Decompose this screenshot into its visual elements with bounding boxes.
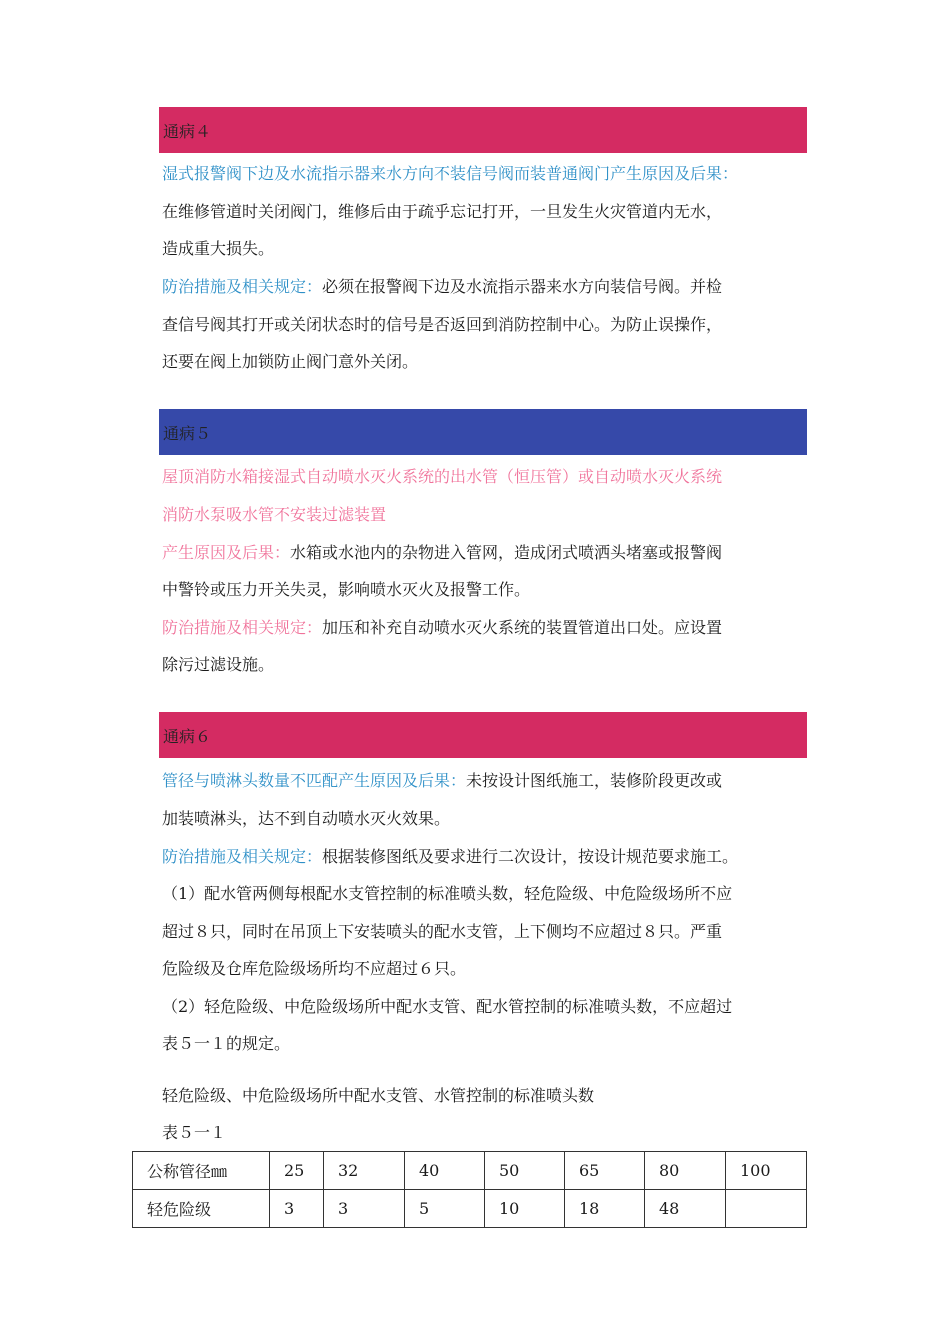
section-header-6 xyxy=(159,712,807,758)
measure-label: 防治措施及相关规定： xyxy=(162,618,323,637)
table-caption: 轻危险级、中危险级场所中配水支管、水管控制的标准喷头数 xyxy=(162,1086,595,1105)
table-cell: 5 xyxy=(405,1190,485,1228)
section-header-5 xyxy=(159,409,807,455)
section-header-label: 通病４ xyxy=(163,121,212,141)
measure-text: 除污过滤设施。 xyxy=(162,655,275,674)
table-row xyxy=(133,1190,807,1228)
measure-paragraph xyxy=(162,847,738,867)
table-number: 表５一１ xyxy=(162,1123,227,1142)
section-title: 湿式报警阀下边及水流指示器来水方向不装信号阀而装普通阀门产生原因及后果： xyxy=(162,164,739,183)
table-cell: 48 xyxy=(645,1190,726,1228)
measure-text: 危险级及仓库危险级场所均不应超过６只。 xyxy=(162,959,467,978)
measure-text: 查信号阀其打开或关闭状态时的信号是否返回到消防控制中心。为防止误操作， xyxy=(162,315,723,334)
table-cell: 100 xyxy=(726,1152,807,1190)
cause-label: 产生原因及后果： xyxy=(162,543,291,562)
measure-label: 防治措施及相关规定： xyxy=(162,847,323,866)
table-cell: 3 xyxy=(324,1190,405,1228)
cause-paragraph xyxy=(162,771,722,791)
table-cell: 10 xyxy=(485,1190,565,1228)
measure-text: 必须在报警阀下边及水流指示器来水方向装信号阀。并检 xyxy=(322,277,723,296)
measure-text: （2）轻危险级、中危险级场所中配水支管、配水管控制的标准喷头数，不应超过 xyxy=(162,997,733,1016)
table-cell xyxy=(726,1190,807,1228)
cause-text: 未按设计图纸施工，装修阶段更改或 xyxy=(466,771,723,790)
cause-text: 在维修管道时关闭阀门，维修后由于疏乎忘记打开，一旦发生火灾管道内无水， xyxy=(162,202,723,221)
table-cell: 32 xyxy=(324,1152,405,1190)
measure-text: 还要在阀上加锁防止阀门意外关闭。 xyxy=(162,352,419,371)
measure-label: 防治措施及相关规定： xyxy=(162,277,323,296)
table-cell: 65 xyxy=(565,1152,645,1190)
spec-table xyxy=(132,1151,807,1228)
table-cell: 25 xyxy=(270,1152,324,1190)
measure-text: 加压和补充自动喷水灭火系统的装置管道出口处。应设置 xyxy=(322,618,723,637)
section-header-label: 通病５ xyxy=(163,423,212,443)
measure-text: （1）配水管两侧每根配水支管控制的标准喷头数，轻危险级、中危险级场所不应 xyxy=(162,884,733,903)
table-cell: 轻危险级 xyxy=(133,1190,270,1228)
cause-text: 水箱或水池内的杂物进入管网，造成闭式喷洒头堵塞或报警阀 xyxy=(290,543,723,562)
measure-text: 表５一１的规定。 xyxy=(162,1034,291,1053)
cause-paragraph xyxy=(162,543,722,563)
table-cell: 公称管径㎜ xyxy=(133,1152,270,1190)
table-row xyxy=(133,1152,807,1190)
table-cell: 50 xyxy=(485,1152,565,1190)
cause-text: 造成重大损失。 xyxy=(162,239,275,258)
measure-paragraph xyxy=(162,618,722,638)
table-cell: 3 xyxy=(270,1190,324,1228)
section-title: 屋顶消防水箱接湿式自动喷水灭火系统的出水管（恒压管）或自动喷水灭火系统 xyxy=(162,467,723,486)
measure-paragraph xyxy=(162,277,722,297)
table-cell: 40 xyxy=(405,1152,485,1190)
section-title: 管径与喷淋头数量不匹配产生原因及后果： xyxy=(162,771,467,790)
measure-text: 根据装修图纸及要求进行二次设计，按设计规范要求施工。 xyxy=(322,847,739,866)
table-cell: 80 xyxy=(645,1152,726,1190)
section-header-label: 通病６ xyxy=(163,726,212,746)
section-header-4 xyxy=(159,107,807,153)
cause-text: 中警铃或压力开关失灵，影响喷水灭火及报警工作。 xyxy=(162,580,531,599)
table-cell: 18 xyxy=(565,1190,645,1228)
section-title: 消防水泵吸水管不安装过滤装置 xyxy=(162,505,387,524)
cause-text: 加装喷淋头，达不到自动喷水灭火效果。 xyxy=(162,809,451,828)
measure-text: 超过８只，同时在吊顶上下安装喷头的配水支管，上下侧均不应超过８只。严重 xyxy=(162,922,723,941)
